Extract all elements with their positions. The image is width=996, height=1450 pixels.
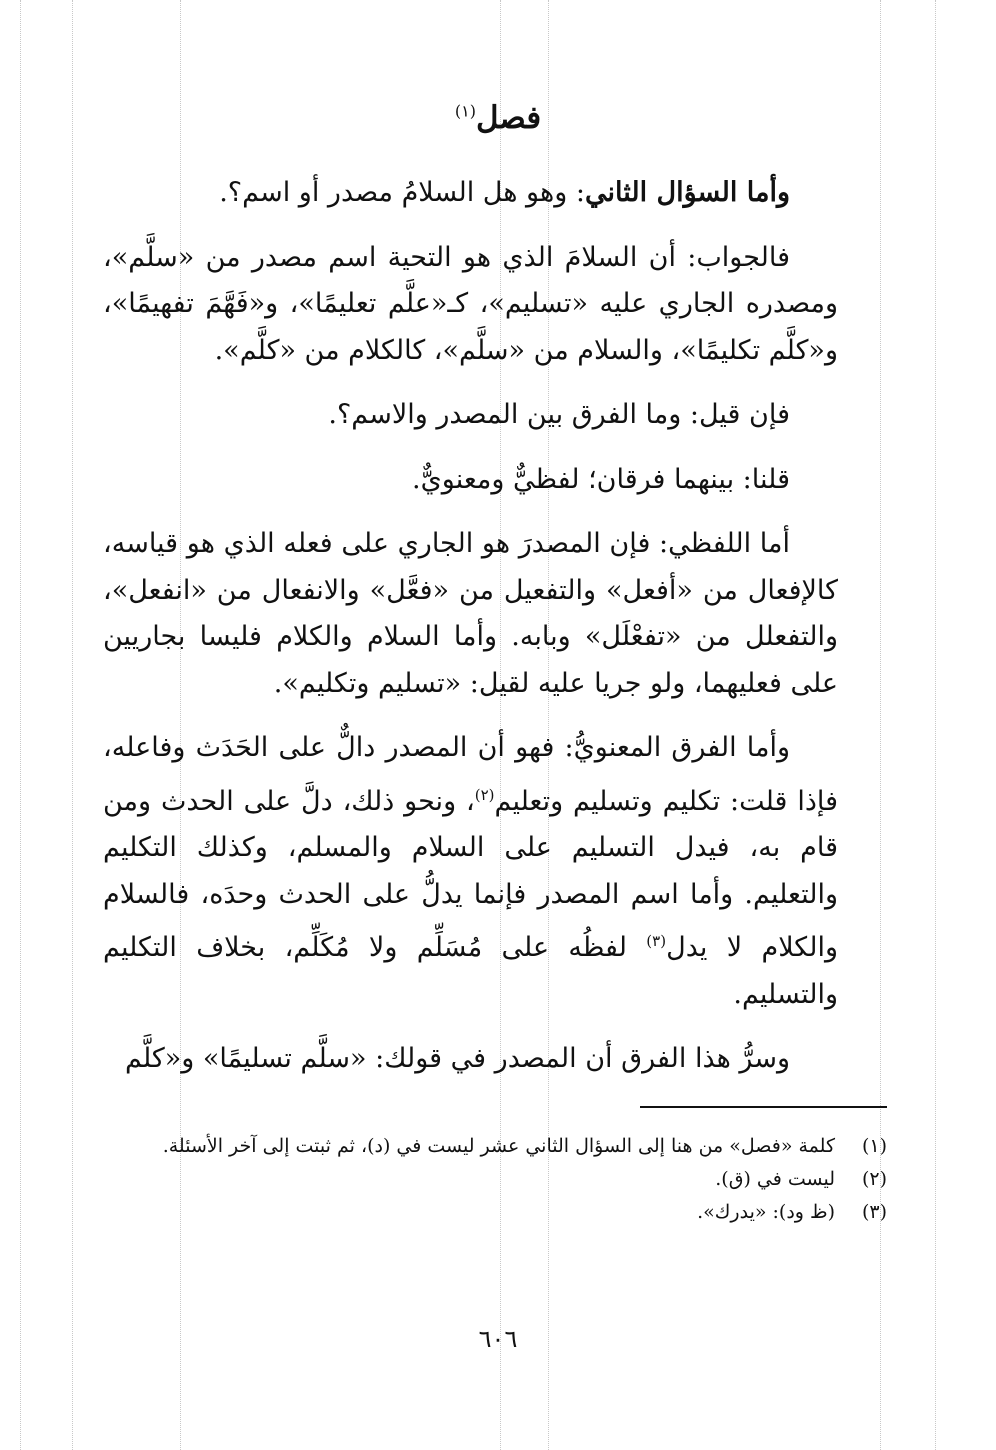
footnotes xyxy=(103,1130,887,1229)
footnote-number: (٣) xyxy=(861,1201,887,1223)
paragraph-text: وأما الفرق المعنويُّ: فهو أن المصدر دالٌّ على الحَدَث وفاعله، فإذا قلت: تكليم وتسليم وتعليم xyxy=(103,732,838,817)
footnote xyxy=(103,1196,887,1229)
paragraph: وسرُّ هذا الفرق أن المصدر في قولك: «سلَّم تسليمًا» و«كلَّم xyxy=(125,1043,790,1074)
footnote xyxy=(103,1163,887,1196)
footnote-ref: (٣) xyxy=(646,932,667,950)
question-heading: وأما السؤال الثاني xyxy=(584,177,790,208)
paragraph: فإن قيل: وما الفرق بين المصدر والاسم؟. xyxy=(328,399,790,430)
footnote-number: (١) xyxy=(861,1135,887,1157)
footnote-text: (ظ ود): «يدرك». xyxy=(697,1201,835,1223)
footnote-separator xyxy=(640,1106,887,1108)
paragraph xyxy=(103,170,838,217)
dotted-guide-line xyxy=(935,0,936,1450)
dotted-guide-line xyxy=(72,0,73,1450)
paragraph-text: : وهو هل السلامُ مصدر أو اسم؟. xyxy=(219,177,585,208)
paragraph xyxy=(103,725,838,1018)
paragraph: فالجواب: أن السلامَ الذي هو التحية اسم مصدر من «سلَّم»، ومصدره الجاري عليه «تسليم»، كـ«علَّم تعليمًا»، و«فَهَّمَ تفهيمًا»، و«كلَّم تكليمًا»، والسلام من «سلَّم»، كالكلام من «كلَّم». xyxy=(103,241,838,366)
footnote-text: كلمة «فصل» من هنا إلى السؤال الثاني عشر ليست في (د)، ثم ثبتت إلى آخر الأسئلة. xyxy=(162,1135,835,1157)
footnote xyxy=(103,1130,887,1163)
page-number: ٦٠٦ xyxy=(478,1325,518,1353)
footnote-number: (٢) xyxy=(861,1168,887,1190)
paragraph: أما اللفظي: فإن المصدرَ هو الجاري على فعله الذي هو قياسه، كالإفعال من «أفعل» والتفعيل من «فعَّل» والانفعال من «انفعل»، والتفعلل من «تفعْلَل» وبابه. وأما السلام والكلام فليسا بجاريين على فعليهما، ولو جريا عليه لقيل: «تسليم وتكليم». xyxy=(103,528,838,699)
body-text xyxy=(103,170,838,1101)
dotted-guide-line xyxy=(880,0,881,1450)
section-title xyxy=(0,100,996,136)
paragraph: قلنا: بينهما فرقان؛ لفظيٌّ ومعنويٌّ. xyxy=(412,463,790,495)
paragraph-text: ، ونحو ذلك، دلَّ على الحدث ومن قام به، فيدل التسليم على السلام والمسلم، وكذلك التكليم والتعليم. وأما اسم المصدر فإنما يدلُّ على الحدث وحدَه، فالسلام والكلام لا يدل xyxy=(103,785,838,963)
section-title-text: فصل xyxy=(475,100,542,136)
dotted-guide-line xyxy=(20,0,21,1450)
footnote-ref: (٢) xyxy=(474,785,495,804)
paragraph-text: لفظُه على مُسَلِّم ولا مُكَلِّم، بخلاف التكليم والتسليم. xyxy=(103,932,838,1010)
footnote-ref: (١) xyxy=(454,101,476,121)
footnote-text: ليست في (ق). xyxy=(715,1168,835,1190)
